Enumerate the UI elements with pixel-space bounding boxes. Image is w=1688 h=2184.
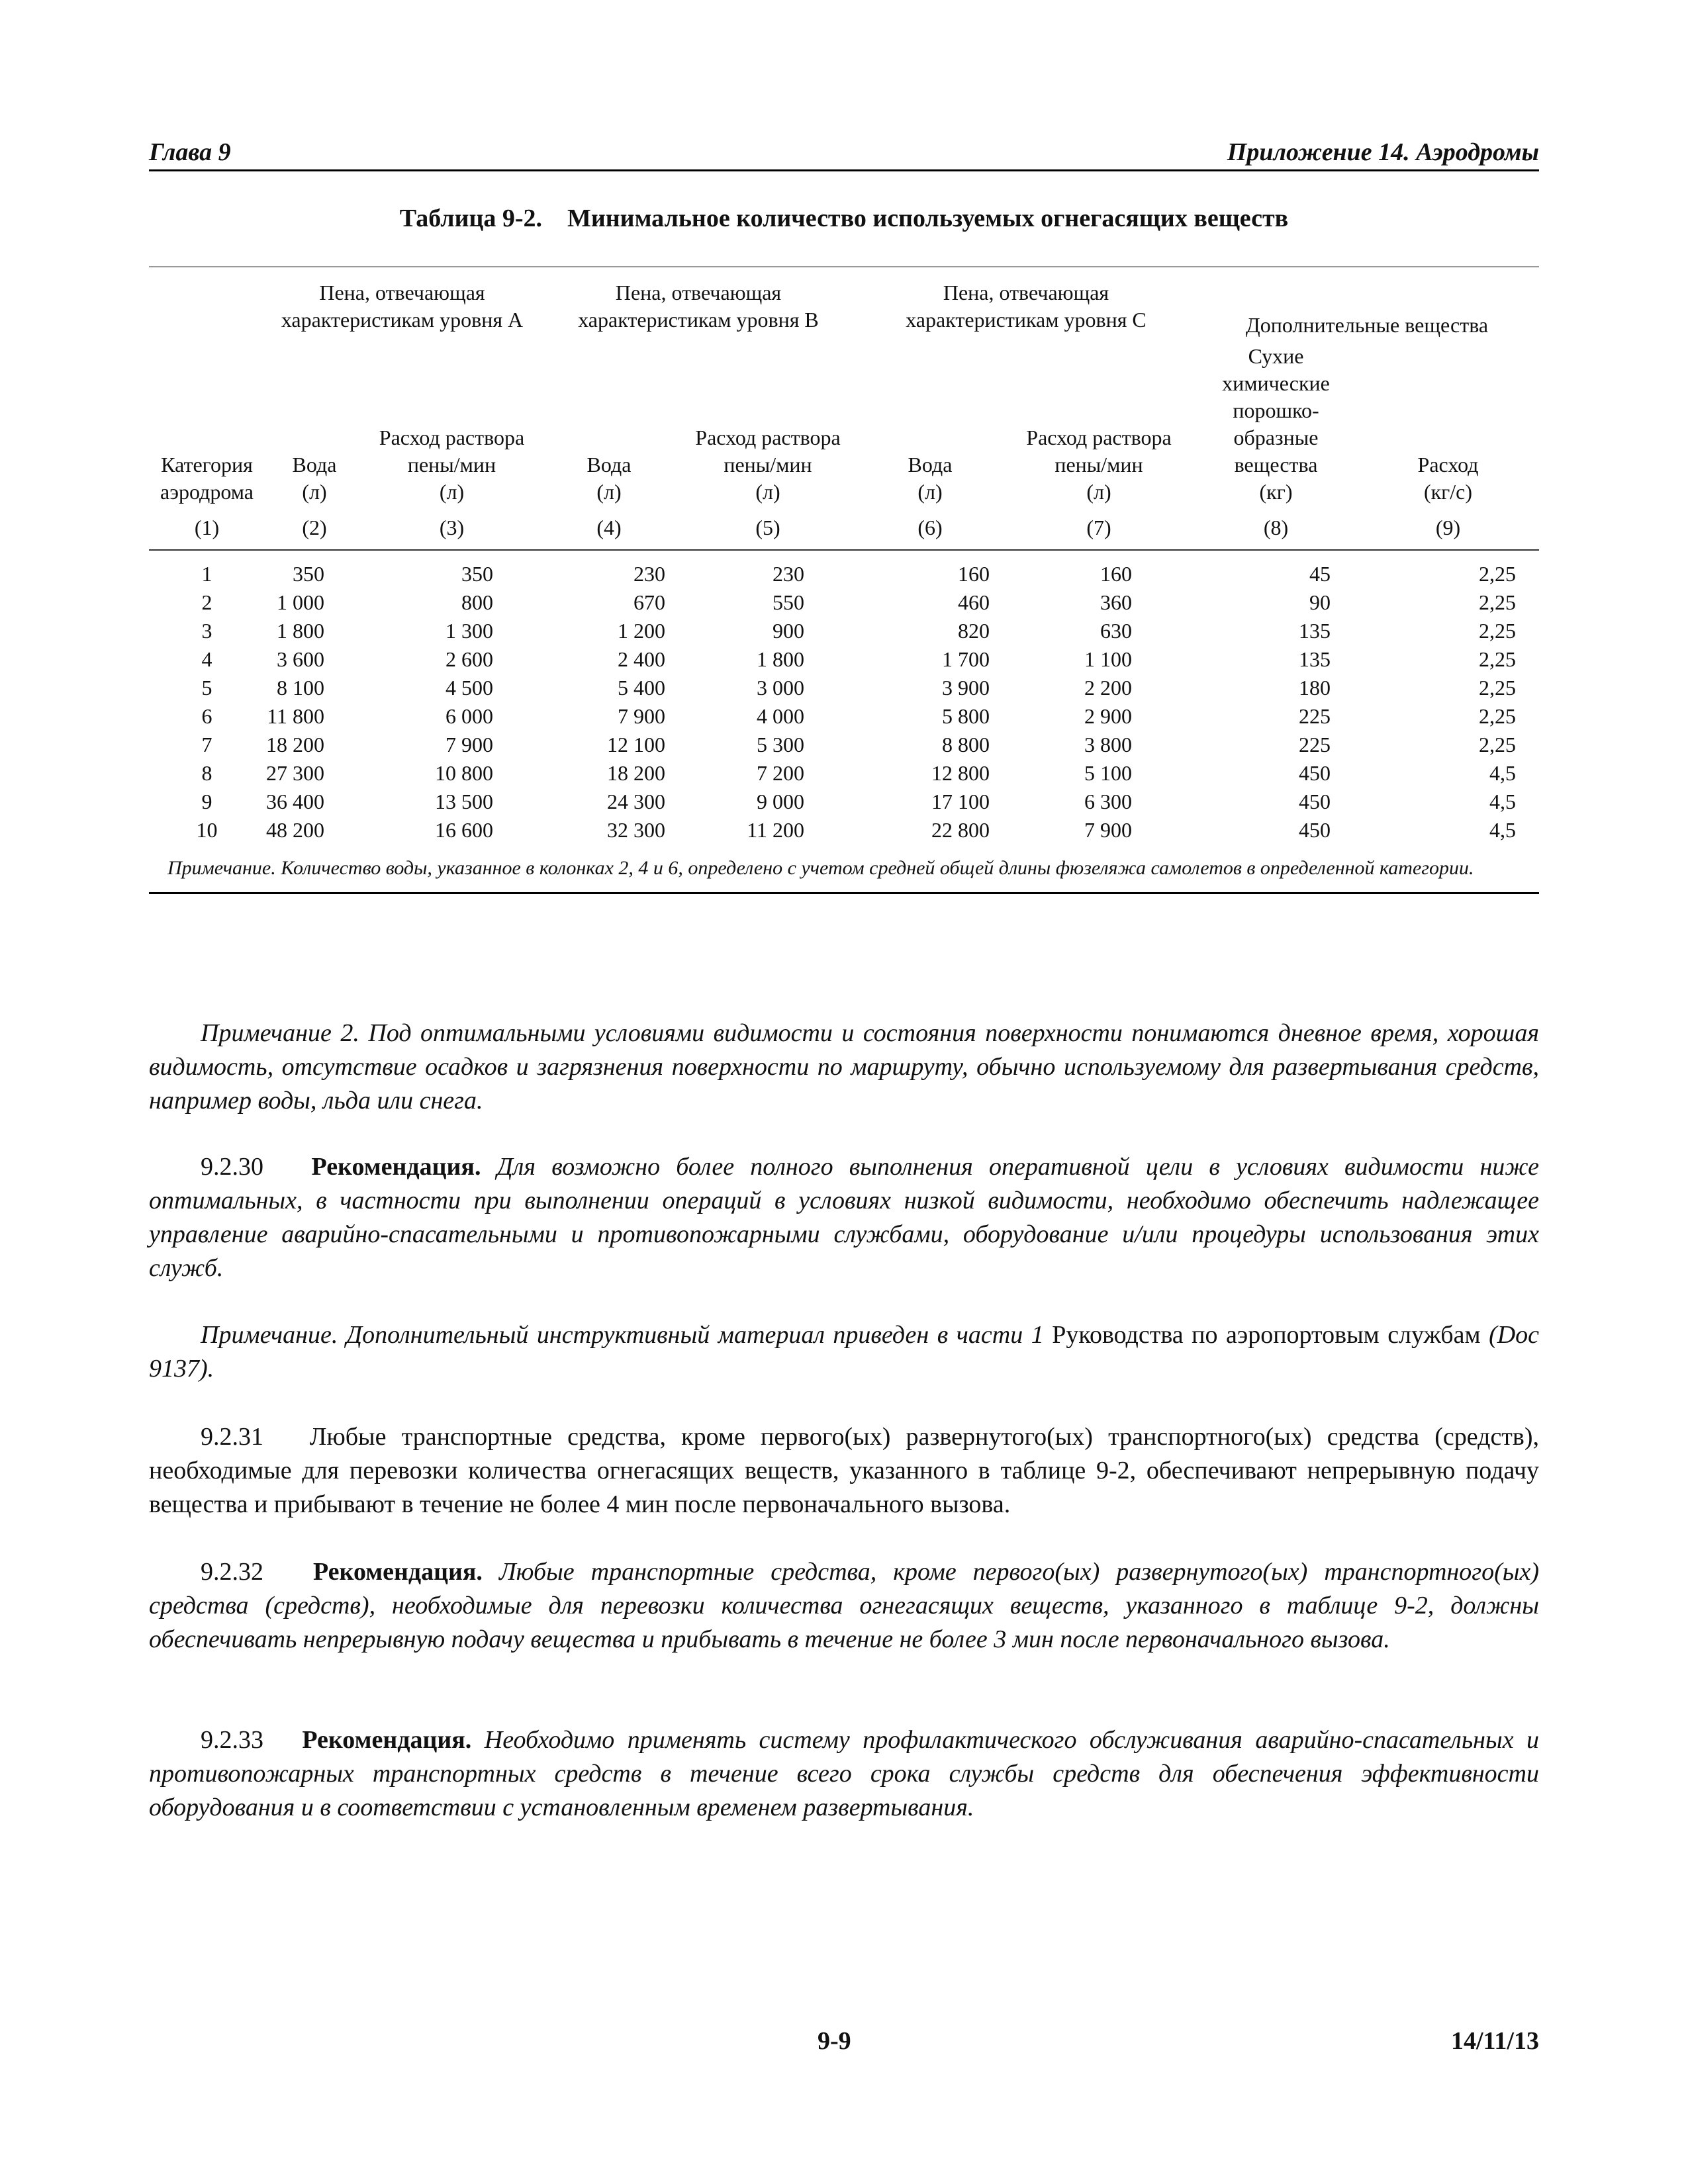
recommendation-label: Рекомендация. [302,1726,472,1754]
paragraph-9-2-32 [149,1555,1539,1657]
paragraph-text: Необходимо применять систему профилактического обслуживания аварийно-спасательных и противопожарных транспортных средств в течение всего срока службы средств для обеспечения эффективности оборудования и в соответствии с установленным временем развертывания. [149,1726,1540,1821]
value-cell: 1 800 [277,619,324,643]
group-empty [149,279,265,343]
category-cell: 9 [201,790,212,813]
column-header-rate-b: Расход раствора пены/мин (л) [695,426,841,504]
value-cell: 12 800 [931,761,990,785]
value-cell: 4 000 [757,704,804,728]
value-cell: 2 200 [1084,676,1132,700]
value-cell: 5 400 [618,676,665,700]
value-cell: 2,25 [1479,590,1516,614]
value-cell: 2,25 [1479,619,1516,643]
column-number: (1) [149,506,265,550]
annex-label: Приложение 14. Аэродромы [1227,138,1539,166]
value-cell: 2 900 [1084,704,1132,728]
value-cell: 22 800 [931,818,990,842]
column-header-water-c: Вода (л) [908,453,953,504]
page-number: 9-9 [818,2027,851,2055]
value-cell: 2,25 [1479,704,1516,728]
value-cell: 820 [958,619,990,643]
value-cell: 550 [773,590,804,614]
value-cell: 17 100 [931,790,990,813]
value-cell: 450 [1299,790,1331,813]
value-cell: 230 [633,562,665,586]
value-cell: 670 [633,590,665,614]
table-row [149,759,1539,788]
value-cell: 3 800 [1084,733,1132,756]
table-row [149,550,1539,588]
amendment-date: 14/11/13 [1450,2027,1539,2055]
paragraph-number: 9.2.30 [201,1153,263,1181]
table-title: Таблица 9-2. Минимальное количество используемых огнегасящих веществ [399,205,1289,232]
paragraph-9-2-33 [149,1723,1539,1825]
value-cell: 1 300 [445,619,493,643]
value-cell: 7 900 [445,733,493,756]
paragraph-9-2-31 [149,1420,1539,1522]
value-cell: 350 [461,562,493,586]
value-cell: 9 000 [757,790,804,813]
value-cell: 13 500 [435,790,493,813]
value-cell: 2 400 [618,647,665,671]
group-header-level-a: Пена, отвечающая характеристикам уровня A [281,281,524,332]
column-number: (4) [539,506,679,550]
value-cell: 1 200 [618,619,665,643]
value-cell: 8 800 [942,733,990,756]
value-cell: 230 [773,562,804,586]
note-text: Примечание. Дополнительный инструктивный материал приведен в части 1 [201,1321,1044,1349]
value-cell: 4,5 [1489,818,1516,842]
value-cell: 36 400 [266,790,324,813]
document-code: (Doc 9137). [149,1321,1540,1383]
value-cell: 12 100 [607,733,665,756]
value-cell: 360 [1100,590,1132,614]
recommendation-label: Рекомендация. [312,1558,483,1586]
table-row [149,617,1539,645]
value-cell: 135 [1299,619,1331,643]
category-cell: 3 [201,619,212,643]
column-number: (8) [1195,506,1357,550]
value-cell: 2,25 [1479,676,1516,700]
column-number: (5) [679,506,857,550]
value-cell: 6 000 [445,704,493,728]
value-cell: 3 900 [942,676,990,700]
column-header-rate-c: Расход раствора пены/мин (л) [1026,426,1172,504]
value-cell: 6 300 [1084,790,1132,813]
table-note: Примечание. Количество воды, указанное в колонках 2, 4 и 6, определено с учетом средней общей длины фюзеляжа самолетов в определенной категории. [149,854,1539,894]
value-cell: 630 [1100,619,1132,643]
value-cell: 11 800 [267,704,324,728]
value-cell: 2 600 [445,647,493,671]
value-cell: 11 200 [747,818,804,842]
value-cell: 24 300 [607,790,665,813]
chapter-label: Глава 9 [149,138,231,166]
column-number: (9) [1357,506,1539,550]
value-cell: 90 [1309,590,1331,614]
extinguishing-agents-table [149,266,1539,844]
category-cell: 4 [201,647,212,671]
paragraph-number: 9.2.31 [201,1423,263,1451]
table-row [149,702,1539,731]
table-row [149,816,1539,844]
category-cell: 8 [201,761,212,785]
column-header-water-a: Вода (л) [292,453,337,504]
value-cell: 350 [293,562,324,586]
column-number: (6) [857,506,1003,550]
value-cell: 2,25 [1479,562,1516,586]
value-cell: 8 100 [277,676,324,700]
value-cell: 4,5 [1489,790,1516,813]
table-row [149,788,1539,816]
value-cell: 10 800 [435,761,493,785]
value-cell: 450 [1299,761,1331,785]
value-cell: 3 000 [757,676,804,700]
column-number: (2) [265,506,364,550]
category-cell: 5 [201,676,212,700]
category-cell: 6 [201,704,212,728]
value-cell: 800 [461,590,493,614]
value-cell: 1 000 [277,590,324,614]
table-row [149,674,1539,702]
column-header-category: Категория аэродрома [160,453,254,504]
table-row [149,731,1539,759]
value-cell: 5 100 [1084,761,1132,785]
value-cell: 160 [958,562,990,586]
paragraph-9-2-30 [149,1150,1539,1285]
value-cell: 7 200 [757,761,804,785]
document-page [149,0,1539,2184]
category-cell: 10 [196,818,218,842]
paragraph-text: Любые транспортные средства, кроме первого(ых) развернутого(ых) транспортного(ых) средства (средств), необходимые для перевозки количества огнегасящих веществ, указанного в таблице 9-2, должны обеспечивать непрерывную подачу вещества и прибывать в течение не более 3 мин после первоначального вызова. [149,1558,1540,1653]
recommendation-label: Рекомендация. [311,1153,481,1181]
category-cell: 2 [201,590,212,614]
value-cell: 135 [1299,647,1331,671]
value-cell: 1 800 [757,647,804,671]
column-header-dry-chemical: Сухие химические порошко- образные вещества (кг) [1222,344,1330,504]
group-header-level-b: Пена, отвечающая характеристикам уровня B [578,281,819,332]
value-cell: 460 [958,590,990,614]
value-cell: 7 900 [1084,818,1132,842]
value-cell: 225 [1299,733,1331,756]
column-header-water-b: Вода (л) [586,453,632,504]
table-row [149,588,1539,617]
value-cell: 1 100 [1084,647,1132,671]
note-2: Примечание 2. Под оптимальными условиями видимости и состояния поверхности понимаются дневное время, хорошая видимость, отсутствие осадков и загрязнения поверхности по маршруту, обычно используемому для развертывания средств, например воды, льда или снега. [149,1019,1539,1115]
value-cell: 48 200 [266,818,324,842]
value-cell: 18 200 [266,733,324,756]
table-body [149,550,1539,844]
running-header [149,130,1539,171]
paragraph-number: 9.2.33 [201,1726,263,1754]
value-cell: 4 500 [445,676,493,700]
value-cell: 5 800 [942,704,990,728]
paragraph-text: Любые транспортные средства, кроме первого(ых) развернутого(ых) транспортного(ых) средства (средств), необходимые для перевозки количества огнегасящих веществ, указанного в таблице 9-2, обеспечивают непрерывную подачу вещества и прибывают в течение не более 4 мин после первоначального вызова. [149,1423,1540,1518]
value-cell: 7 900 [618,704,665,728]
value-cell: 45 [1309,562,1331,586]
value-cell: 32 300 [607,818,665,842]
column-header-rate-a: Расход раствора пены/мин (л) [379,426,525,504]
category-cell: 1 [201,562,212,586]
column-header-discharge-rate: Расход (кг/с) [1417,453,1479,504]
table-row [149,645,1539,674]
document-title: Руководства по аэропортовым службам [1052,1321,1481,1349]
paragraph-text: Для возможно более полного выполнения оперативной цели в условиях видимости ниже оптимальных, в частности при выполнении операций в условиях низкой видимости, необходимо обеспечить надлежащее управление аварийно-спасательными и противопожарными службами, оборудование и/или процедуры использования этих служб. [149,1153,1540,1282]
value-cell: 450 [1299,818,1331,842]
value-cell: 225 [1299,704,1331,728]
value-cell: 18 200 [607,761,665,785]
category-cell: 7 [201,733,212,756]
value-cell: 2,25 [1479,647,1516,671]
value-cell: 16 600 [435,818,493,842]
value-cell: 180 [1299,676,1331,700]
value-cell: 1 700 [942,647,990,671]
group-header-additional: Дополнительные вещества [1245,313,1489,337]
value-cell: 5 300 [757,733,804,756]
value-cell: 160 [1100,562,1132,586]
value-cell: 27 300 [266,761,324,785]
paragraph-number: 9.2.32 [201,1558,263,1586]
group-header-level-c: Пена, отвечающая характеристикам уровня C [906,281,1147,332]
column-number: (7) [1003,506,1195,550]
note-reference [149,1318,1539,1386]
value-cell: 3 600 [277,647,324,671]
column-number: (3) [364,506,539,550]
value-cell: 900 [773,619,804,643]
value-cell: 4,5 [1489,761,1516,785]
value-cell: 2,25 [1479,733,1516,756]
